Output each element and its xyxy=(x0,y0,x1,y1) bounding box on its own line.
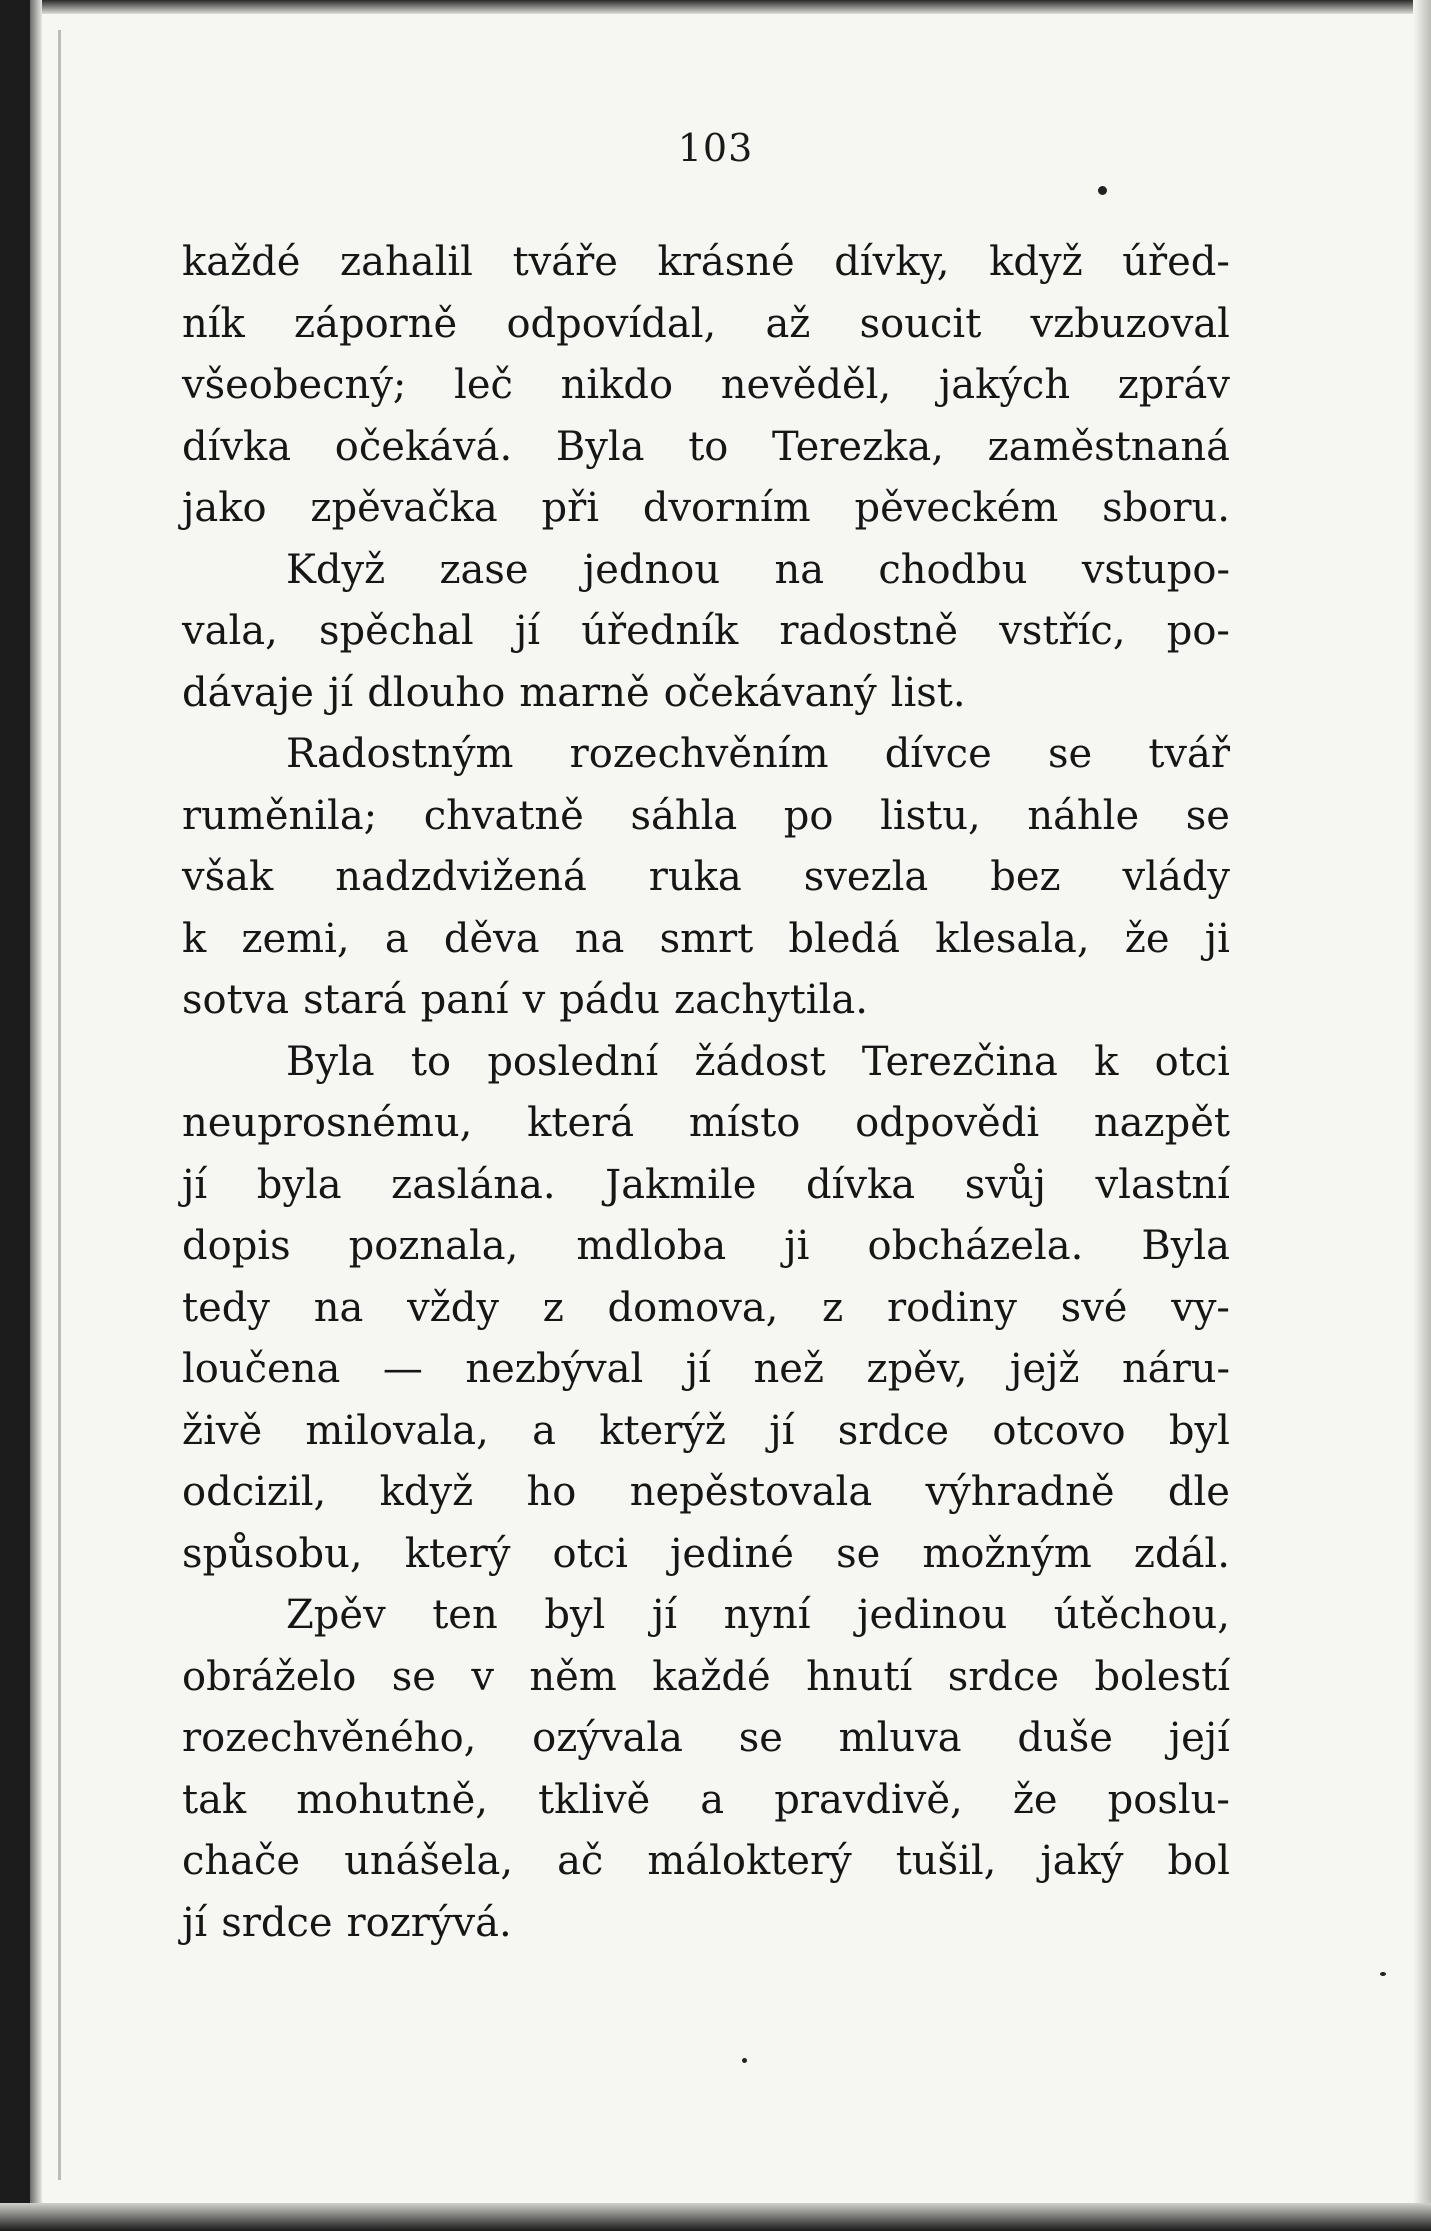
word: chvatně xyxy=(423,792,584,839)
word: vy- xyxy=(1171,1284,1230,1331)
text-line xyxy=(182,417,1230,479)
scan-edge-left xyxy=(0,0,30,2231)
word: chodbu xyxy=(878,546,1028,593)
word: jí xyxy=(685,1346,711,1392)
word: tklivě xyxy=(538,1776,651,1823)
word: zemi, xyxy=(241,915,350,962)
word: své xyxy=(1060,1284,1128,1331)
word: zpěvačka xyxy=(310,485,498,531)
word: jaký xyxy=(1040,1838,1124,1884)
word: po- xyxy=(1166,608,1230,654)
word: jako xyxy=(182,485,267,531)
word: bledá xyxy=(788,915,900,962)
word: unášela, xyxy=(344,1838,514,1884)
word: poslu- xyxy=(1107,1776,1230,1823)
word: každé xyxy=(182,239,301,285)
word: ho xyxy=(526,1469,577,1515)
word: leč xyxy=(454,362,513,408)
word: obcházela. xyxy=(867,1223,1084,1269)
word: Byla xyxy=(286,1038,375,1085)
word: spůsobu, xyxy=(182,1530,363,1577)
text-line xyxy=(182,1770,1230,1832)
word: dívce xyxy=(884,731,992,777)
word: každé xyxy=(652,1653,771,1700)
word: dlouho xyxy=(367,669,506,716)
word: rozrývá. xyxy=(346,1899,512,1946)
word: bol xyxy=(1167,1838,1230,1884)
word: zaměstnaná xyxy=(987,423,1230,470)
word: záporně xyxy=(294,300,458,347)
text-line xyxy=(182,478,1230,540)
word: pěveckém xyxy=(854,485,1059,531)
word: možným xyxy=(922,1530,1092,1577)
word: srdce xyxy=(947,1653,1060,1700)
word: která xyxy=(527,1100,635,1146)
word: když xyxy=(989,239,1083,285)
word: a xyxy=(384,915,409,962)
word: ji xyxy=(1204,915,1230,962)
word: se xyxy=(738,1715,783,1761)
binding-shadow-line xyxy=(58,30,61,2180)
word: mdloba xyxy=(576,1223,727,1269)
word: stará xyxy=(303,977,407,1023)
word: žádost xyxy=(694,1038,826,1085)
word: srdce xyxy=(221,1899,333,1946)
word: při xyxy=(541,485,600,531)
word: jí xyxy=(514,608,541,654)
word: kterýž xyxy=(599,1407,726,1454)
word: dvorním xyxy=(642,485,811,531)
word: z xyxy=(542,1284,564,1331)
text-line xyxy=(182,970,1230,1032)
word: odcizil, xyxy=(182,1469,327,1515)
word: zdál. xyxy=(1133,1530,1230,1577)
body-text xyxy=(182,232,1230,1954)
word: list. xyxy=(890,669,966,716)
word: nazpět xyxy=(1093,1100,1230,1146)
word: dle xyxy=(1167,1469,1230,1515)
word: její xyxy=(1168,1715,1230,1761)
word: listu, xyxy=(880,792,981,839)
text-line xyxy=(182,847,1230,909)
word: tušil, xyxy=(895,1838,997,1884)
word: Jakmile xyxy=(605,1161,757,1208)
scan-edge-top xyxy=(0,0,1431,14)
word: pravdivě, xyxy=(774,1776,963,1823)
word: tak xyxy=(182,1776,247,1823)
text-line xyxy=(182,1585,1230,1647)
word: z xyxy=(822,1284,844,1331)
word: a xyxy=(700,1776,725,1823)
word: v xyxy=(522,977,546,1023)
text-line xyxy=(182,1032,1230,1094)
word: úředník xyxy=(581,608,739,654)
word: děva xyxy=(443,915,540,962)
word: až xyxy=(765,300,811,347)
scan-edge-left-shadow xyxy=(30,0,42,2231)
word: neuprosnému, xyxy=(182,1100,473,1146)
word: chače xyxy=(182,1838,301,1884)
text-line xyxy=(182,232,1230,294)
page-number: 103 xyxy=(677,126,754,170)
word: svůj xyxy=(964,1161,1046,1208)
word: dívka xyxy=(182,423,292,470)
text-line xyxy=(182,1401,1230,1463)
word: zase xyxy=(439,546,529,593)
word: dívky, xyxy=(834,239,950,285)
word: loučena xyxy=(182,1346,341,1392)
word: sotva xyxy=(182,977,290,1023)
word: náru- xyxy=(1121,1346,1230,1392)
text-line xyxy=(182,1339,1230,1401)
word: nepěstovala xyxy=(629,1469,873,1515)
word: dopis xyxy=(182,1223,291,1269)
word: Zpěv xyxy=(286,1592,386,1638)
ink-speck xyxy=(1098,186,1107,195)
word: soucit xyxy=(859,300,982,347)
word: jedinou xyxy=(857,1592,1008,1638)
word: poznala, xyxy=(348,1223,519,1269)
word: něm xyxy=(529,1653,617,1700)
word: zpěv, xyxy=(866,1346,968,1392)
word: ruměnila; xyxy=(182,792,378,839)
word: dívka xyxy=(806,1161,916,1208)
word: to xyxy=(688,423,729,470)
text-line xyxy=(182,355,1230,417)
word: marně xyxy=(519,669,650,716)
word: a xyxy=(532,1407,556,1454)
word: zpráv xyxy=(1117,362,1230,408)
word: duše xyxy=(1017,1715,1113,1761)
word: vzbuzoval xyxy=(1030,300,1230,347)
word: rozechvěním xyxy=(569,731,829,777)
word: radostně xyxy=(779,608,959,654)
word: jediné xyxy=(670,1530,794,1577)
word: spěchal xyxy=(319,608,474,654)
word: milovala, xyxy=(305,1407,489,1454)
word: na xyxy=(574,915,625,962)
word: paní xyxy=(420,977,509,1023)
word: se xyxy=(836,1530,881,1577)
word: mluva xyxy=(838,1715,962,1761)
word: nevěděl, xyxy=(720,362,892,408)
word: živě xyxy=(182,1407,263,1454)
word: jí xyxy=(769,1407,795,1454)
word: očekává. xyxy=(334,423,513,470)
word: úřed- xyxy=(1122,239,1230,285)
text-line xyxy=(182,1893,1230,1955)
scan-edge-right xyxy=(1413,0,1431,2231)
word: Když xyxy=(286,546,386,593)
word: Terezka, xyxy=(772,423,944,470)
text-line xyxy=(182,1647,1230,1709)
word: bez xyxy=(990,854,1061,900)
word: útěchou, xyxy=(1053,1592,1230,1638)
word: že xyxy=(1012,1776,1058,1823)
word: mohutně, xyxy=(296,1776,488,1823)
word: pádu xyxy=(559,977,661,1023)
word: ník xyxy=(182,300,245,347)
text-line xyxy=(182,540,1230,602)
word: krásné xyxy=(657,239,795,285)
word: poslední xyxy=(487,1038,659,1085)
text-line xyxy=(182,909,1230,971)
word: Terezčina xyxy=(861,1038,1058,1085)
word: tedy xyxy=(182,1284,270,1331)
word: ten xyxy=(432,1592,498,1638)
word: se xyxy=(1047,731,1093,777)
text-line xyxy=(182,1524,1230,1586)
word: očekávaný xyxy=(663,669,877,716)
word: jí xyxy=(182,1899,208,1946)
word: odpovídal, xyxy=(506,300,717,347)
word: vlády xyxy=(1122,854,1230,900)
word: klesala, xyxy=(935,915,1090,962)
word: srdce xyxy=(837,1407,950,1454)
word: zaslána. xyxy=(391,1161,556,1208)
word: jednou xyxy=(582,546,721,593)
word: všeobecný; xyxy=(182,362,407,408)
word: hnutí xyxy=(806,1653,913,1700)
word: však xyxy=(182,854,274,900)
word: smrt xyxy=(659,915,754,962)
text-line xyxy=(182,1155,1230,1217)
word: Byla xyxy=(1141,1223,1230,1269)
word: ji xyxy=(784,1223,810,1269)
word: byl xyxy=(1168,1407,1230,1454)
word: náhle xyxy=(1027,792,1140,839)
word: jí xyxy=(182,1161,208,1208)
word: nikdo xyxy=(560,362,674,408)
word: rozechvěného, xyxy=(182,1715,477,1761)
word: jí xyxy=(651,1592,678,1638)
text-line xyxy=(182,601,1230,663)
word: k xyxy=(1094,1038,1119,1085)
text-line xyxy=(182,1278,1230,1340)
text-line xyxy=(182,294,1230,356)
word: vždy xyxy=(407,1284,499,1331)
word: obráželo xyxy=(182,1653,357,1700)
word: jakých xyxy=(938,362,1071,408)
word: výhradně xyxy=(925,1469,1115,1515)
text-line xyxy=(182,724,1230,786)
word: sáhla xyxy=(630,792,738,839)
word: nadzdvižená xyxy=(335,854,587,900)
word: zahalil xyxy=(340,239,473,285)
word: vstříc, xyxy=(999,608,1126,654)
ink-speck xyxy=(1380,1972,1386,1976)
word: ozývala xyxy=(532,1715,683,1761)
word: jí xyxy=(327,669,354,716)
word: vstupo- xyxy=(1081,546,1230,593)
text-line xyxy=(182,1708,1230,1770)
word: se xyxy=(391,1653,436,1700)
word: svezla xyxy=(803,854,929,900)
word: málokterý xyxy=(647,1838,852,1884)
word: domova, xyxy=(607,1284,779,1331)
word: jejž xyxy=(1009,1346,1080,1392)
text-line xyxy=(182,1093,1230,1155)
word: než xyxy=(753,1346,824,1392)
word: zachytila. xyxy=(674,977,868,1023)
word: v xyxy=(471,1653,494,1700)
word: rodiny xyxy=(886,1284,1017,1331)
word: Radostným xyxy=(286,731,514,777)
text-line xyxy=(182,1462,1230,1524)
word: bolestí xyxy=(1094,1653,1230,1700)
word: otci xyxy=(552,1530,628,1577)
word: tvář xyxy=(1148,731,1230,777)
text-line xyxy=(182,786,1230,848)
word: odpovědi xyxy=(855,1100,1040,1146)
word: místo xyxy=(688,1100,801,1146)
word: byl xyxy=(544,1592,606,1638)
word: nezbýval xyxy=(465,1346,644,1392)
word: otci xyxy=(1154,1038,1230,1085)
word: dávaje xyxy=(182,669,314,716)
word: k xyxy=(182,915,207,962)
word: že xyxy=(1124,915,1170,962)
word: byla xyxy=(256,1161,342,1208)
ink-speck xyxy=(742,2058,747,2063)
word: který xyxy=(404,1530,511,1577)
scan-edge-bottom xyxy=(0,2203,1431,2231)
word: ruka xyxy=(648,854,742,900)
word: to xyxy=(410,1038,452,1085)
word: tváře xyxy=(512,239,618,285)
text-line xyxy=(182,1216,1230,1278)
word: se xyxy=(1185,792,1230,839)
word: na xyxy=(774,546,825,593)
word: otcovo xyxy=(992,1407,1126,1454)
word: po xyxy=(783,792,834,839)
word: sboru. xyxy=(1102,485,1230,531)
text-line xyxy=(182,1831,1230,1893)
word: vala, xyxy=(182,608,278,654)
word: ač xyxy=(557,1838,604,1884)
word: vlastní xyxy=(1095,1161,1230,1208)
word: nyní xyxy=(723,1592,811,1638)
word: když xyxy=(379,1469,474,1515)
word: — xyxy=(382,1346,423,1392)
word: Byla xyxy=(555,423,645,470)
text-line xyxy=(182,663,1230,725)
word: na xyxy=(313,1284,364,1331)
